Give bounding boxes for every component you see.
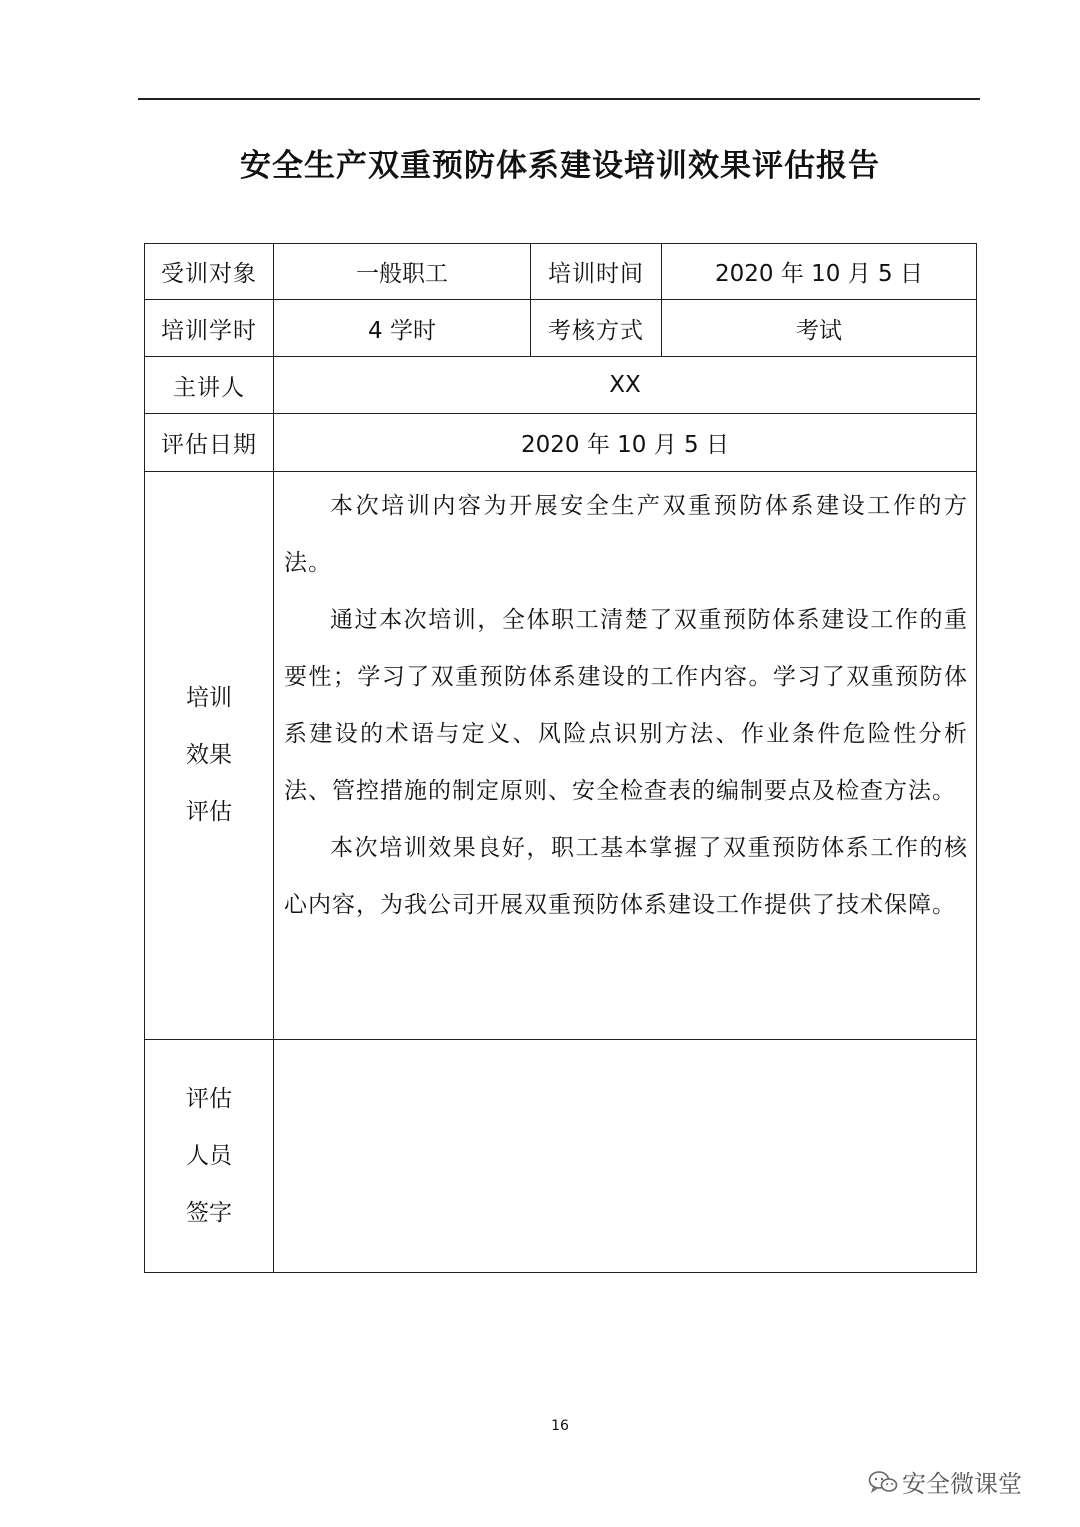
effect-paragraph: 通过本次培训，全体职工清楚了双重预防体系建设工作的重要性；学习了双重预防体系建设的工作内容。学习了双重预防体系建设的术语与定义、风险点识别方法、作业条件危险性分析法、管控措施的制定原则、安全检查表的编制要点及检查方法。 <box>284 607 968 804</box>
trainee-value: 一般职工 <box>274 244 531 300</box>
training-effect-label-line: 效果 <box>186 742 232 768</box>
signature-field[interactable] <box>274 1040 977 1273</box>
table-row <box>145 300 977 357</box>
evaluation-table <box>144 243 977 1273</box>
training-time-label: 培训时间 <box>531 244 662 300</box>
training-effect-label-line: 评估 <box>186 799 232 825</box>
training-effect-content <box>274 472 977 1040</box>
signature-label-line: 签字 <box>186 1199 232 1226</box>
watermark <box>868 1464 1022 1499</box>
training-hours-label: 培训学时 <box>145 300 274 357</box>
watermark-text: 安全微课堂 <box>902 1470 1022 1498</box>
assessment-method-value: 考试 <box>662 300 977 357</box>
wechat-icon <box>868 1470 898 1494</box>
table-row <box>145 414 977 472</box>
evaluation-date-label: 评估日期 <box>145 414 274 472</box>
signature-label-line: 人员 <box>186 1142 232 1169</box>
effect-paragraph: 本次培训内容为开展安全生产双重预防体系建设工作的方法。 <box>284 493 968 576</box>
effect-paragraph: 本次培训效果良好，职工基本掌握了双重预防体系工作的核心内容，为我公司开展双重预防体系建设工作提供了技术保障。 <box>284 835 968 918</box>
lecturer-value: XX <box>274 357 977 414</box>
training-hours-value: 4 学时 <box>274 300 531 357</box>
trainee-label: 受训对象 <box>145 244 274 300</box>
training-time-value: 2020 年 10 月 5 日 <box>662 244 977 300</box>
table-row <box>145 472 977 1040</box>
assessment-method-label: 考核方式 <box>531 300 662 357</box>
signature-label-line: 评估 <box>186 1085 232 1112</box>
training-effect-label <box>145 472 274 1040</box>
signature-label <box>145 1040 274 1273</box>
lecturer-label: 主讲人 <box>145 357 274 414</box>
table-row <box>145 357 977 414</box>
page-number: 16 <box>551 1418 569 1434</box>
table-row <box>145 244 977 300</box>
evaluation-date-value: 2020 年 10 月 5 日 <box>274 414 977 472</box>
table-row <box>145 1040 977 1273</box>
page-title: 安全生产双重预防体系建设培训效果评估报告 <box>240 148 880 184</box>
header-rule <box>138 98 980 100</box>
training-effect-label-line: 培训 <box>186 685 232 711</box>
